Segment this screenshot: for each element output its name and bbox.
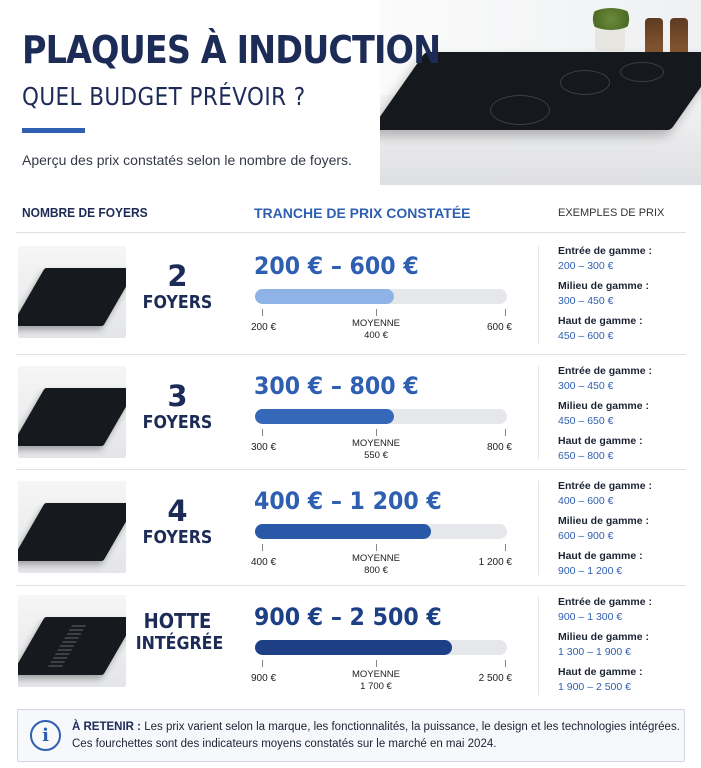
example-tier-label: Milieu de gamme : [558,631,650,643]
example-tier-value: 900 – 1 200 € [558,565,623,577]
price-bar-fill [255,289,394,304]
cooktop-thumbnail [18,246,126,338]
price-bar-track [255,640,507,655]
price-bar-track [255,289,507,304]
column-divider [538,597,539,695]
example-tier-label: Milieu de gamme : [558,515,650,527]
average-value: 550 € [364,450,388,461]
info-icon: i [30,720,61,751]
price-examples [558,479,652,584]
example-tier-label: Haut de gamme : [558,315,643,327]
example-tier-label: Entrée de gamme : [558,480,652,492]
scale-average [336,553,416,577]
example-tier-value: 650 – 800 € [558,450,614,462]
example-tier-label: Haut de gamme : [558,550,643,562]
page-title: PLAQUES À INDUCTION [22,28,441,72]
table-row [0,471,701,585]
example-tier-label: Entrée de gamme : [558,365,652,377]
intro-text: Aperçu des prix constatés selon le nombre de foyers. [22,152,352,168]
example-tier-value: 400 – 600 € [558,495,614,507]
average-value: 400 € [364,330,388,341]
burner-count-label: INTÉGRÉE [135,633,224,654]
burner-count-label: FOYERS [142,527,213,548]
example-tier-value: 450 – 650 € [558,415,614,427]
price-bar-fill [255,524,431,539]
scale-tick [376,429,377,436]
scale-tick [262,544,263,551]
note-line1: Les prix varient selon la marque, les fonctionnalités, la puissance, le design et les technologies intégrées. [144,721,680,733]
scale-max: 2 500 € [478,673,512,684]
example-tier-value: 1 300 – 1 900 € [558,646,631,658]
scale-tick [262,309,263,316]
scale-max: 800 € [486,442,512,453]
scale-average [336,438,416,462]
example-tier-value: 300 – 450 € [558,380,614,392]
example-tier-label: Milieu de gamme : [558,400,650,412]
burner-count [130,260,225,314]
divider [16,232,686,233]
burner-count-value: HOTTE [143,609,212,633]
column-divider [538,246,539,344]
title-underline [22,128,85,133]
example-tier-label: Entrée de gamme : [558,245,652,257]
burner-count [130,495,225,549]
scale-tick [262,660,263,667]
scale-tick [376,660,377,667]
average-value: 800 € [364,565,388,576]
cooktop-thumbnail [18,481,126,573]
example-tier-value: 900 – 1 300 € [558,611,623,623]
divider [16,469,686,470]
scale-tick [505,429,506,436]
scale-max: 1 200 € [478,557,512,568]
example-tier-label: Haut de gamme : [558,435,643,447]
average-label: MOYENNE [351,438,401,449]
divider [16,354,686,355]
cooktop-thumbnail [18,595,126,687]
scale-tick [505,309,506,316]
note-text [72,719,682,753]
burner-count [130,380,225,434]
average-label: MOYENNE [351,553,401,564]
note-label: À RETENIR : [72,721,141,733]
price-range: 900 € – 2 500 € [254,603,442,631]
burner-count [130,609,225,655]
price-examples [558,595,652,700]
price-bar-fill [255,409,394,424]
average-label: MOYENNE [351,669,401,680]
price-range: 400 € – 1 200 € [254,487,442,515]
scale-min: 400 € [251,557,277,568]
example-tier-label: Entrée de gamme : [558,596,652,608]
scale-average [336,669,416,693]
scale-tick [376,309,377,316]
scale-tick [376,544,377,551]
price-examples [558,244,652,349]
scale-tick [505,544,506,551]
price-examples [558,364,652,469]
example-tier-value: 300 – 450 € [558,295,614,307]
scale-tick [505,660,506,667]
cooktop-thumbnail [18,366,126,458]
burner-count-value: 4 [167,494,188,528]
scale-average [336,318,416,342]
column-divider [538,481,539,575]
column-header-examples: EXEMPLES DE PRIX [558,207,665,219]
example-tier-value: 450 – 600 € [558,330,614,342]
example-tier-value: 1 900 – 2 500 € [558,681,631,693]
scale-min: 900 € [251,673,277,684]
burner-count-value: 2 [167,259,188,293]
note-line2: Ces fourchettes sont des indicateurs moyens constatés sur le marché en mai 2024. [72,738,497,750]
table-row [0,236,701,354]
burner-count-label: FOYERS [142,292,213,313]
hero-banner [0,0,701,185]
burner-count-label: FOYERS [142,412,213,433]
info-note [17,709,685,762]
burner-count-value: 3 [167,379,188,413]
example-tier-value: 600 – 900 € [558,530,614,542]
price-range: 200 € – 600 € [254,252,419,280]
scale-tick [262,429,263,436]
example-tier-label: Milieu de gamme : [558,280,650,292]
page-subtitle: QUEL BUDGET PRÉVOIR ? [22,82,306,111]
average-value: 1 700 € [360,681,392,692]
column-header-range: TRANCHE DE PRIX CONSTATÉE [254,205,471,221]
table-row [0,356,701,469]
price-bar-track [255,524,507,539]
example-tier-label: Haut de gamme : [558,666,643,678]
example-tier-value: 200 – 300 € [558,260,614,272]
column-header-count: NOMBRE DE FOYERS [22,205,148,220]
scale-min: 300 € [251,442,277,453]
price-bar-fill [255,640,452,655]
price-bar-track [255,409,507,424]
price-range: 300 € – 800 € [254,372,419,400]
divider [16,585,686,586]
scale-min: 200 € [251,322,277,333]
average-label: MOYENNE [351,318,401,329]
table-row [0,587,701,705]
scale-max: 600 € [486,322,512,333]
column-divider [538,366,539,459]
